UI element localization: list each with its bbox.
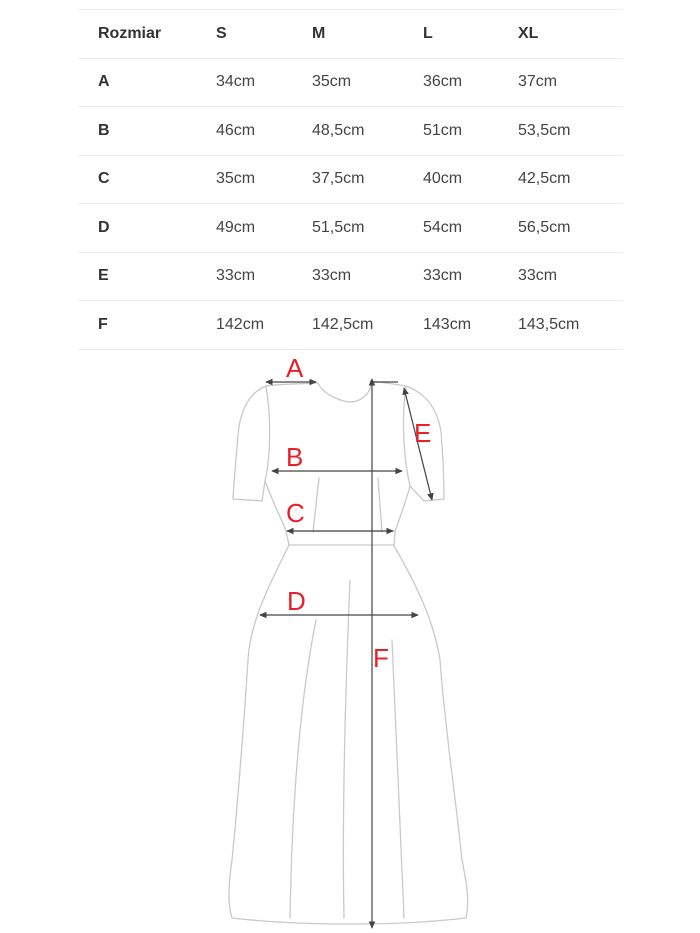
- dress-measurement-diagram: [0, 350, 700, 933]
- table-cell: 35cm: [312, 58, 423, 107]
- table-cell: 33cm: [312, 252, 423, 301]
- row-label: C: [78, 155, 216, 204]
- skirt-fold-right: [392, 640, 404, 918]
- row-label: E: [78, 252, 216, 301]
- table-row: [78, 301, 623, 350]
- row-label: A: [78, 58, 216, 107]
- table-cell: 33cm: [518, 252, 623, 301]
- table-cell: 49cm: [216, 204, 312, 253]
- table-cell: 40cm: [423, 155, 518, 204]
- measurement-labels: [286, 353, 431, 673]
- waistband: [287, 531, 395, 545]
- table-cell: 46cm: [216, 107, 312, 156]
- skirt-fold-center: [343, 580, 350, 918]
- table-cell: 56,5cm: [518, 204, 623, 253]
- table-row: [78, 58, 623, 107]
- header-s: S: [216, 10, 312, 59]
- table-cell: 34cm: [216, 58, 312, 107]
- size-table: [78, 9, 623, 350]
- label-d: D: [287, 586, 306, 616]
- table-cell: 37,5cm: [312, 155, 423, 204]
- row-label: D: [78, 204, 216, 253]
- table-cell: 36cm: [423, 58, 518, 107]
- table-cell: 51,5cm: [312, 204, 423, 253]
- left-sleeve-seam: [265, 386, 270, 481]
- bodice-left-outline: [233, 383, 318, 545]
- label-f: F: [373, 643, 389, 673]
- table-row: [78, 204, 623, 253]
- table-cell: 51cm: [423, 107, 518, 156]
- table-row: [78, 252, 623, 301]
- table-cell: 42,5cm: [518, 155, 623, 204]
- neckline: [318, 381, 371, 402]
- header-size: Rozmiar: [78, 10, 216, 59]
- table-cell: 143,5cm: [518, 301, 623, 350]
- table-cell: 48,5cm: [312, 107, 423, 156]
- table-cell: 33cm: [216, 252, 312, 301]
- header-l: L: [423, 10, 518, 59]
- table-cell: 142,5cm: [312, 301, 423, 350]
- front-seam-left: [313, 478, 319, 532]
- table-cell: 143cm: [423, 301, 518, 350]
- dress-outline: [229, 381, 468, 924]
- row-label: B: [78, 107, 216, 156]
- header-xl: XL: [518, 10, 623, 59]
- header-m: M: [312, 10, 423, 59]
- table-row: [78, 107, 623, 156]
- label-c: C: [286, 498, 305, 528]
- table-cell: 37cm: [518, 58, 623, 107]
- bodice-right-outline: [371, 381, 444, 546]
- label-e: E: [414, 418, 432, 448]
- table-header-row: [78, 10, 623, 59]
- table-cell: 54cm: [423, 204, 518, 253]
- row-label: F: [78, 301, 216, 350]
- label-a: A: [286, 353, 304, 383]
- front-seam-right: [378, 478, 382, 532]
- skirt-fold-left: [290, 620, 316, 918]
- table-cell: 35cm: [216, 155, 312, 204]
- table-cell: 33cm: [423, 252, 518, 301]
- table-cell: 142cm: [216, 301, 312, 350]
- table-cell: 53,5cm: [518, 107, 623, 156]
- skirt-outline: [229, 545, 468, 924]
- label-b: B: [286, 442, 304, 472]
- table-row: [78, 155, 623, 204]
